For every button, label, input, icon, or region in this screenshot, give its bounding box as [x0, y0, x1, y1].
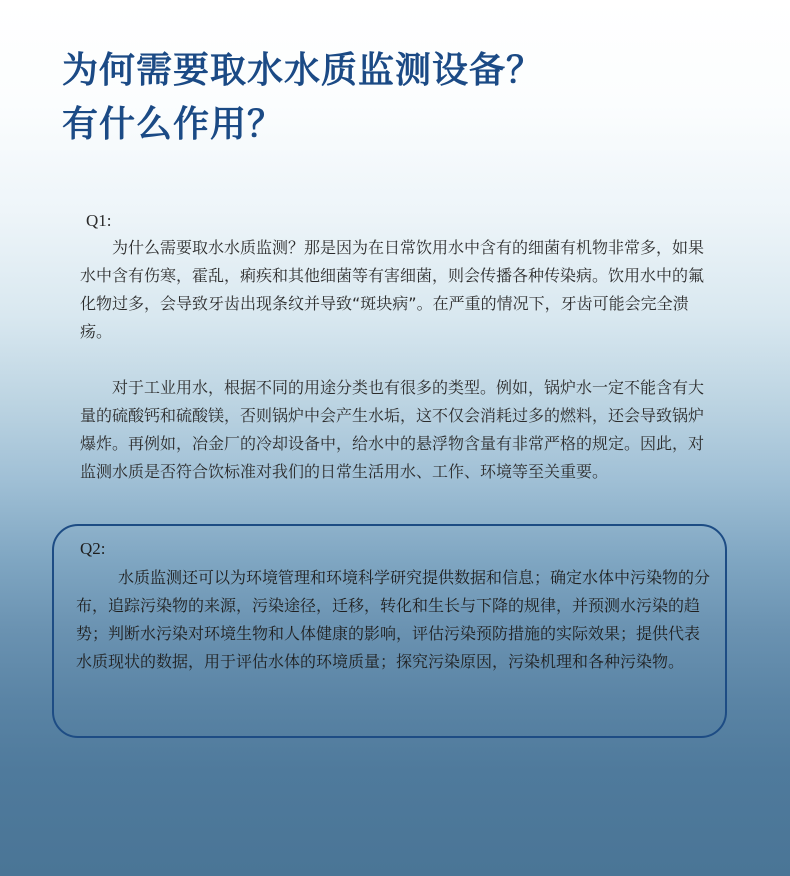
page-title [62, 44, 543, 152]
q1-paragraph-2: 对于工业用水，根据不同的用途分类也有很多的类型。例如，锅炉水一定不能含有大量的硫酸钙和硫酸镁，否则锅炉中会产生水垢，这不仅会消耗过多的燃料，还会导致锅炉爆炸。再例如，冶金厂的冷却设备中，给水中的悬浮物含量有非常严格的规定。因此，对监测水质是否符合饮标准对我们的日常生活用水、工作、环境等至关重要。 [80, 378, 705, 481]
q1-section [80, 210, 710, 486]
q1-label: Q1: [86, 211, 112, 230]
title-line-2: 有什么作用？ [62, 104, 285, 145]
q2-paragraph: 水质监测还可以为环境管理和环境科学研究提供数据和信息；确定水体中污染物的分布，追踪污染物的来源，污染途径，迁移，转化和生长与下降的规律，并预测水污染的趋势；判断水污染对环境生物和人体健康的影响，评估污染预防措施的实际效果；提供代表水质现状的数据，用于评估水体的环境质量；探究污染原因，污染机理和各种污染物。 [76, 568, 711, 671]
title-line-1: 为何需要取水水质监测设备？ [62, 50, 544, 91]
q2-section [76, 538, 710, 676]
q1-paragraph-1: 为什么需要取水水质监测？那是因为在日常饮用水中含有的细菌有机物非常多，如果水中含有伤寒，霍乱，痢疾和其他细菌等有害细菌，则会传播各种传染病。饮用水中的氟化物过多，会导致牙齿出现条纹并导致“斑块病”。在严重的情况下，牙齿可能会完全溃疡。 [80, 238, 705, 341]
q2-label: Q2: [80, 539, 106, 558]
